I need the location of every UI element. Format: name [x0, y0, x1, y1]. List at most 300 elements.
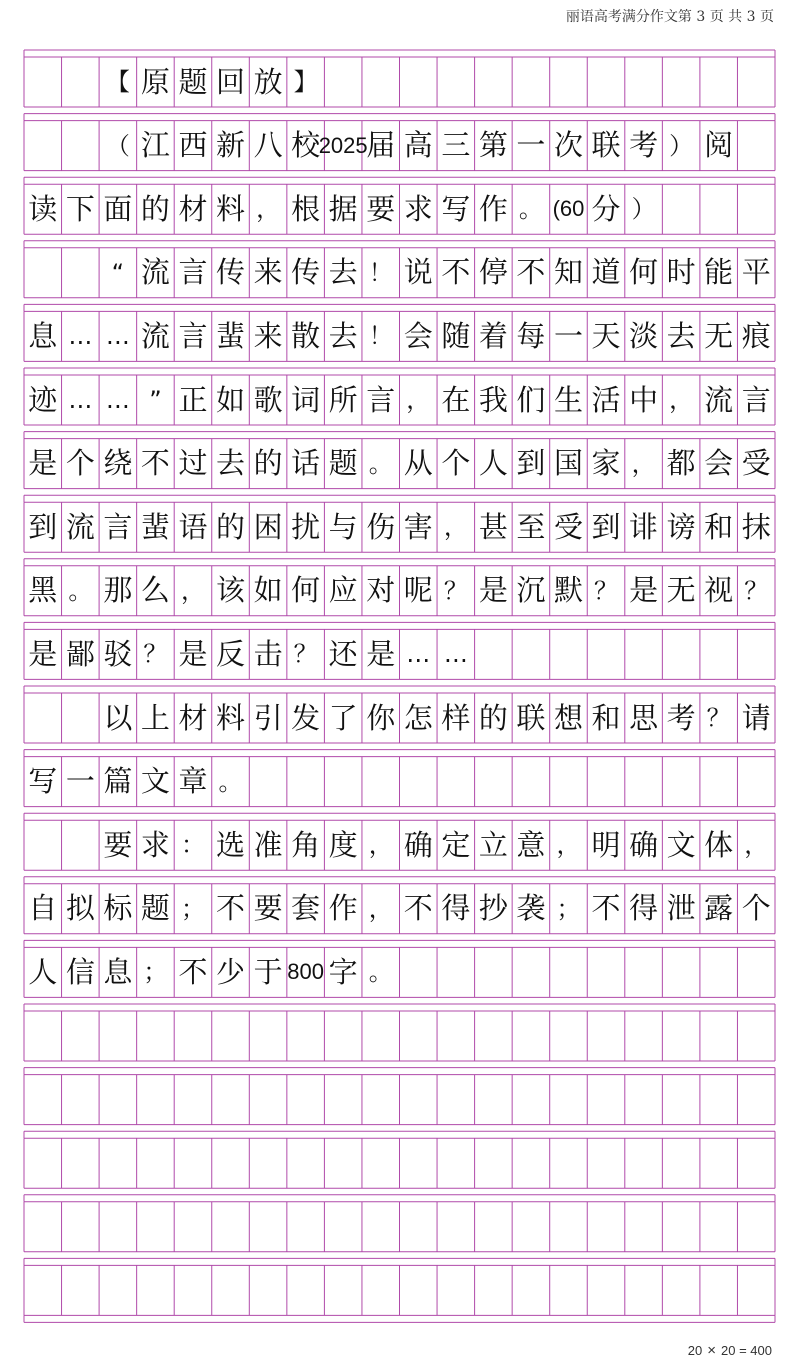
grid-cell: 伤: [366, 509, 396, 544]
grid-cell: 息: [103, 954, 133, 989]
grid-cell: 写: [441, 191, 471, 226]
grid-cell: [737, 1202, 775, 1252]
grid-cell: [99, 1265, 137, 1315]
grid-cell: [324, 1265, 362, 1315]
grid-cell: [587, 629, 625, 679]
grid-cell: 体: [704, 827, 734, 862]
grid-cell: 能: [704, 255, 734, 290]
grid-cell: [512, 1202, 550, 1252]
grid-cell: [324, 1075, 362, 1125]
grid-cell: （: [105, 131, 130, 160]
grid-cell: 考: [666, 700, 696, 735]
grid-cell: 到: [591, 509, 621, 544]
grid-cell: [550, 1265, 588, 1315]
grid-cell: [587, 57, 625, 107]
grid-cell: [137, 1265, 175, 1315]
grid-cell: [362, 57, 400, 107]
grid-cell: 和: [704, 509, 734, 544]
grid-cell: 个: [65, 446, 95, 481]
grid-cell: …: [68, 386, 93, 414]
grid-cell: …: [105, 386, 130, 414]
grid-cell: 去: [328, 318, 358, 353]
grid-cell: [737, 947, 775, 997]
grid-cell: 每: [516, 318, 546, 353]
grid-cell: 不: [178, 954, 208, 989]
grid-cell: 的: [216, 509, 246, 544]
grid-cell: 是: [178, 636, 208, 671]
grid-cell: [324, 1202, 362, 1252]
grid-cell: 抹: [741, 509, 771, 544]
grid-cell: [662, 1265, 700, 1315]
grid-cell: [400, 1202, 438, 1252]
grid-cell: [587, 1011, 625, 1061]
grid-cell: [625, 629, 663, 679]
grid-cell: 要: [103, 827, 133, 862]
grid-cell: [512, 629, 550, 679]
grid-cell: 歌: [253, 382, 283, 417]
grid-cell: 放: [253, 64, 283, 99]
grid-cell: [24, 57, 62, 107]
grid-cell: [62, 248, 100, 298]
grid-cell: [512, 1138, 550, 1188]
grid-cell: 联: [591, 128, 621, 163]
grid-cell: 料: [216, 191, 246, 226]
grid-cell: [137, 1011, 175, 1061]
grid-cell: [662, 1202, 700, 1252]
grid-cell: 无: [666, 573, 696, 608]
grid-cell: [737, 629, 775, 679]
grid-cell: 的: [253, 446, 283, 481]
grid-cell: 与: [328, 509, 358, 544]
grid-cell: 流: [704, 382, 734, 417]
grid-cell: 流: [65, 509, 95, 544]
grid-cell: [362, 1138, 400, 1188]
grid-cell: 文: [666, 827, 696, 862]
grid-cell: 迹: [28, 382, 58, 417]
grid-cell: 。: [368, 449, 393, 478]
grid-cell: [437, 57, 475, 107]
grid-cell: [400, 947, 438, 997]
grid-cell: [400, 1138, 438, 1188]
grid-cell: [24, 1138, 62, 1188]
grid-cell: 停: [478, 255, 508, 290]
grid-cell: [24, 1202, 62, 1252]
grid-cell: 材: [178, 191, 208, 226]
grid-cell: 家: [591, 446, 621, 481]
grid-cell: 应: [328, 573, 358, 608]
grid-cell: 校: [291, 128, 321, 163]
grid-cell: [62, 820, 100, 870]
grid-cell: [249, 1138, 287, 1188]
grid-cell: …: [105, 322, 130, 351]
grid-cell: ？: [744, 576, 769, 605]
grid-cell: 立: [478, 827, 508, 862]
grid-cell: 来: [253, 318, 283, 353]
grid-cell: 材: [178, 700, 208, 735]
grid-cell: [700, 1075, 738, 1125]
grid-cell: 何: [291, 573, 321, 608]
grid-cell: [475, 1138, 513, 1188]
grid-cell: 道: [591, 255, 621, 290]
grid-cell: [737, 1138, 775, 1188]
grid-cell: 泄: [666, 891, 696, 926]
grid-cell: 考: [629, 128, 659, 163]
grid-cell: 西: [178, 128, 208, 163]
grid-cell: 求: [140, 827, 170, 862]
grid-cell: [212, 1138, 250, 1188]
grid-cell: [662, 1011, 700, 1061]
grid-cell: [512, 1011, 550, 1061]
grid-cell: 不: [140, 446, 170, 481]
grid-cell: [475, 1075, 513, 1125]
grid-cell: [737, 757, 775, 807]
grid-cell: 词: [291, 382, 321, 417]
grid-cell: [249, 1202, 287, 1252]
grid-cell: 信: [65, 954, 95, 989]
header-title: 丽语高考满分作文第: [565, 9, 692, 25]
grid-cell: 困: [253, 509, 283, 544]
grid-cell: [437, 1265, 475, 1315]
grid-cell: 要: [253, 891, 283, 926]
header-page-current: 3: [696, 9, 706, 25]
grid-cell: [437, 1075, 475, 1125]
grid-cell: [400, 1075, 438, 1125]
grid-cell: 怎: [403, 700, 433, 735]
grid-cell: [662, 184, 700, 234]
grid-cell: 言: [366, 382, 396, 417]
grid-cell: 言: [178, 318, 208, 353]
grid-cell: “: [111, 258, 125, 287]
grid-cell: 得: [629, 891, 659, 926]
grid-cell: 意: [516, 827, 546, 862]
grid-cell: [437, 1138, 475, 1188]
grid-cell: 不: [216, 891, 246, 926]
grid-cell: [62, 1075, 100, 1125]
grid-cell: [587, 757, 625, 807]
grid-cell: [99, 1138, 137, 1188]
grid-cell: ？: [443, 576, 468, 605]
grid-cell: 江: [140, 128, 170, 163]
grid-cell: [400, 1011, 438, 1061]
grid-cell: 角: [291, 827, 321, 862]
grid-cell: [62, 693, 100, 743]
grid-cell: [362, 1011, 400, 1061]
grid-cell: 绕: [103, 446, 133, 481]
grid-cell: [550, 1202, 588, 1252]
grid-cell: ；: [556, 894, 581, 923]
grid-cell: 样: [441, 700, 471, 735]
grid-cell: 。: [218, 767, 243, 796]
grid-cell: 不: [403, 891, 433, 926]
grid-cell: [662, 1138, 700, 1188]
grid-cell: ：: [180, 831, 205, 860]
grid-cell: ，: [406, 386, 431, 414]
grid-cell: 击: [253, 636, 283, 671]
grid-cell: 到: [28, 509, 58, 544]
grid-cell: [137, 1202, 175, 1252]
grid-cell: [737, 1011, 775, 1061]
grid-cell: 流: [140, 255, 170, 290]
grid-cell: 发: [291, 700, 321, 735]
grid-cell: 标: [103, 891, 133, 926]
grid-cell: 如: [216, 382, 246, 417]
grid-cell: [475, 629, 513, 679]
grid-cell: 黑: [28, 573, 58, 608]
header-page-total: 3: [746, 9, 756, 25]
grid-cell: [62, 1202, 100, 1252]
grid-cell: 题: [328, 446, 358, 481]
grid-cell: 度: [328, 827, 358, 862]
grid-cell: 甚: [478, 509, 508, 544]
grid-cell: [475, 947, 513, 997]
grid-cell: [212, 1202, 250, 1252]
grid-cell: [700, 1265, 738, 1315]
grid-cell: 扰: [291, 509, 321, 544]
grid-cell: [287, 1011, 325, 1061]
grid-cell: 准: [253, 827, 283, 862]
grid-cell: 。: [518, 195, 543, 224]
grid-cell: [287, 1265, 325, 1315]
grid-cell: [662, 629, 700, 679]
grid-cell: ，: [368, 894, 393, 923]
grid-cell: [587, 1265, 625, 1315]
grid-cell: 读: [28, 191, 58, 226]
grid-cell: ，: [256, 195, 281, 224]
grid-cell: 个: [441, 446, 471, 481]
grid-cell: [587, 947, 625, 997]
grid-cell: [249, 1265, 287, 1315]
grid-cell: [625, 1138, 663, 1188]
grid-cell: 都: [666, 446, 696, 481]
grid-cell: 从: [403, 446, 433, 481]
grid-cell: 阅: [704, 128, 734, 163]
grid-cell: 语: [178, 509, 208, 544]
grid-cell: 中: [629, 382, 659, 417]
grid-cell: [174, 1202, 212, 1252]
grid-cell: 。: [68, 576, 93, 605]
grid-cell: 了: [328, 700, 358, 735]
grid-cell: 的: [140, 191, 170, 226]
grid-cell: ；: [180, 894, 205, 923]
grid-cell: 知: [553, 255, 583, 290]
grid-cell: [437, 1202, 475, 1252]
grid-cell: [625, 57, 663, 107]
grid-cell: 定: [441, 827, 471, 862]
grid-cell: 和: [591, 700, 621, 735]
grid-cell: 你: [366, 700, 396, 735]
grid-cell: 是: [478, 573, 508, 608]
grid-cell: 作: [478, 191, 508, 226]
grid-cell: [550, 1138, 588, 1188]
grid-cell: 传: [291, 255, 321, 290]
grid-cell: [662, 1075, 700, 1125]
grid-cell: [62, 57, 100, 107]
grid-cell: [400, 57, 438, 107]
grid-cell: 自: [28, 891, 58, 926]
grid-cell: …: [68, 322, 93, 351]
grid-cell: [700, 57, 738, 107]
grid-cell: [512, 1265, 550, 1315]
footer-equals: =: [739, 1343, 747, 1358]
grid-cell: 在: [441, 382, 471, 417]
grid-cell: [700, 1138, 738, 1188]
grid-cell: [287, 1202, 325, 1252]
grid-cell: 正: [178, 382, 208, 417]
grid-cell: 求: [403, 191, 433, 226]
grid-cell: [625, 947, 663, 997]
grid-cell: 回: [216, 64, 246, 99]
grid-cell: [362, 757, 400, 807]
grid-cell: [362, 1202, 400, 1252]
grid-cell: [587, 1202, 625, 1252]
grid-cell: 高: [403, 128, 433, 163]
grid-cell: 随: [441, 318, 471, 353]
grid-cell: [174, 1075, 212, 1125]
grid-cell: ，: [443, 513, 468, 542]
grid-cell: [249, 1011, 287, 1061]
grid-cell: 视: [704, 573, 734, 608]
grid-cell: 八: [253, 128, 283, 163]
grid-cell: [62, 121, 100, 171]
grid-cell: 人: [28, 954, 58, 989]
grid-cell: 料: [216, 700, 246, 735]
grid-cell: [587, 1138, 625, 1188]
footer-total: 400: [750, 1343, 772, 1358]
grid-cell: 么: [140, 573, 170, 608]
grid-cell: 过: [178, 446, 208, 481]
footer-cols: 20: [720, 1343, 736, 1358]
grid-cell: 会: [704, 446, 734, 481]
grid-cell: 人: [478, 446, 508, 481]
grid-cell: ？: [143, 640, 168, 669]
grid-cell: 据: [328, 191, 358, 226]
grid-cell: [437, 1011, 475, 1061]
grid-cell: 到: [516, 446, 546, 481]
grid-cell: [137, 1075, 175, 1125]
grid-cell: [625, 1075, 663, 1125]
grid-cell: 面: [103, 191, 133, 226]
grid-cell: 根: [291, 191, 321, 226]
grid-cell: [24, 248, 62, 298]
grid-cell: 去: [216, 446, 246, 481]
grid-cell: 鄙: [65, 636, 95, 671]
grid-cell: [737, 1075, 775, 1125]
grid-cell: [550, 947, 588, 997]
grid-cell: 受: [741, 446, 771, 481]
grid-cell: [625, 757, 663, 807]
grid-cell: 何: [629, 255, 659, 290]
grid-cell: 个: [741, 891, 771, 926]
grid-cell: 。: [368, 958, 393, 987]
grid-cell: 上: [140, 700, 170, 735]
grid-cell: [587, 1075, 625, 1125]
grid-cell: 散: [291, 318, 321, 353]
grid-cell: ；: [143, 958, 168, 987]
grid-cell: 天: [591, 318, 621, 353]
grid-cell: [287, 757, 325, 807]
grid-cell: [662, 757, 700, 807]
grid-cell: [475, 757, 513, 807]
grid-cell: [737, 184, 775, 234]
grid-cell: 诽: [629, 509, 659, 544]
grid-cell: ！: [368, 258, 393, 287]
grid-cell: 那: [103, 573, 133, 608]
grid-cell: [700, 757, 738, 807]
grid-cell: 谤: [666, 509, 696, 544]
grid-cell: 流: [140, 318, 170, 353]
grid-cell: [324, 757, 362, 807]
grid-cell: 是: [366, 636, 396, 671]
grid-cell: [62, 1011, 100, 1061]
grid-cell: 字: [328, 954, 358, 989]
grid-cell: [737, 121, 775, 171]
grid-cell: [400, 1265, 438, 1315]
grid-cell: 传: [216, 255, 246, 290]
grid-cell: 该: [216, 573, 246, 608]
grid-cell: [24, 693, 62, 743]
grid-cell: 痕: [741, 318, 771, 353]
grid-cell: 着: [478, 318, 508, 353]
grid-cell: 害: [403, 509, 433, 544]
grid-cell: [625, 1011, 663, 1061]
grid-cell: 还: [328, 636, 358, 671]
grid-cell: [99, 1011, 137, 1061]
grid-cell: 袭: [516, 891, 546, 926]
grid-cell: 的: [478, 700, 508, 735]
grid-cell: [62, 1138, 100, 1188]
grid-cell: 不: [591, 891, 621, 926]
grid-cell: [62, 1265, 100, 1315]
grid-cell: [324, 1138, 362, 1188]
grid-cell: [700, 629, 738, 679]
grid-cell: 2025: [318, 132, 368, 158]
grid-cell: 拟: [65, 891, 95, 926]
grid-cell: ，: [556, 831, 581, 860]
grid-cell: [700, 1202, 738, 1252]
header-page-word-2: 页: [760, 9, 774, 25]
grid-cell: 默: [553, 573, 583, 608]
grid-cell: [249, 1075, 287, 1125]
grid-cell: 800: [287, 959, 324, 985]
grid-cell: [249, 757, 287, 807]
grid-cell: [700, 1011, 738, 1061]
grid-cell: 沉: [516, 573, 546, 608]
grid-cell: 们: [516, 382, 546, 417]
grid-cell: …: [443, 640, 468, 669]
grid-cell: 我: [478, 382, 508, 417]
grid-cell: [400, 757, 438, 807]
grid-cell: 淡: [629, 318, 659, 353]
grid-cell: [475, 1265, 513, 1315]
grid-cell: 三: [441, 128, 471, 163]
grid-cell: [24, 1011, 62, 1061]
grid-cell: 生: [553, 382, 583, 417]
grid-cell: 少: [216, 954, 246, 989]
grid-cell: 【: [105, 68, 130, 96]
grid-cell: 受: [553, 509, 583, 544]
grid-cell: ，: [631, 449, 656, 478]
grid-cell: [550, 57, 588, 107]
grid-cell: 无: [704, 318, 734, 353]
grid-cell: [625, 1265, 663, 1315]
footer-times-sign: ×: [707, 1342, 716, 1359]
grid-cell: 不: [516, 255, 546, 290]
grid-cell: 对: [366, 573, 396, 608]
grid-cell: [512, 947, 550, 997]
grid-cell: [475, 1202, 513, 1252]
grid-cell: 时: [666, 255, 696, 290]
grid-cell: [24, 1075, 62, 1125]
